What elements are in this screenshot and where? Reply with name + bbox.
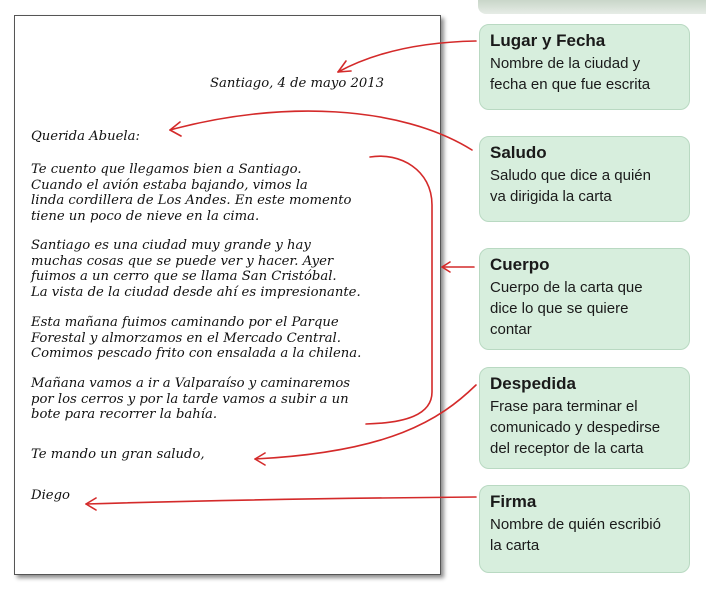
arrow-firma — [86, 497, 476, 504]
callout-title: Cuerpo — [490, 255, 550, 274]
callout-description: Saludo que dice a quién va dirigida la carta — [490, 167, 651, 205]
arrow-saludo — [170, 111, 472, 150]
bracket-cuerpo — [366, 156, 432, 424]
arrow-lugar-fecha — [338, 41, 476, 72]
letter-body-paragraph-1: Te cuento que llegamos bien a Santiago. Cuando el avión estaba bajando, vimos la linda cordillera de Los Andes. En este momento tiene un poco de nieve en la cima. — [31, 162, 352, 224]
callout-title: Lugar y Fecha — [490, 31, 606, 50]
letter-body-paragraph-2: Santiago es una ciudad muy grande y hay muchas cosas que se puede ver y hacer. Ayer fuimos a un cerro que se llama San Cristóbal. La vista de la ciudad desde ahí es impresionante. — [31, 238, 361, 300]
callout-description: Nombre de quién escribió la carta — [490, 516, 661, 554]
callout-description: Nombre de la ciudad y fecha en que fue escrita — [490, 55, 651, 93]
letter-closing: Te mando un gran saludo, — [31, 447, 205, 462]
letter-body-paragraph-4: Mañana vamos a ir a Valparaíso y caminaremos por los cerros y por la tarde vamos a subir a un bote para recorrer la bahía. — [31, 376, 351, 422]
callout-description: Cuerpo de la carta que dice lo que se quiere contar — [490, 279, 643, 338]
letter-signature: Diego — [31, 488, 70, 503]
callout-title: Firma — [490, 492, 537, 511]
letter-greeting: Querida Abuela: — [31, 129, 140, 144]
callout-title: Saludo — [490, 143, 547, 162]
arrow-despedida — [255, 385, 476, 459]
letter-body-paragraph-3: Esta mañana fuimos caminando por el Parque Forestal y almorzamos en el Mercado Central. Comimos pescado frito con ensalada a la chilena. — [31, 315, 362, 361]
letter-date: Santiago, 4 de mayo 2013 — [210, 76, 385, 91]
callout-description: Frase para terminar el comunicado y despedirse del receptor de la carta — [490, 398, 661, 457]
callout-title: Despedida — [490, 374, 576, 393]
